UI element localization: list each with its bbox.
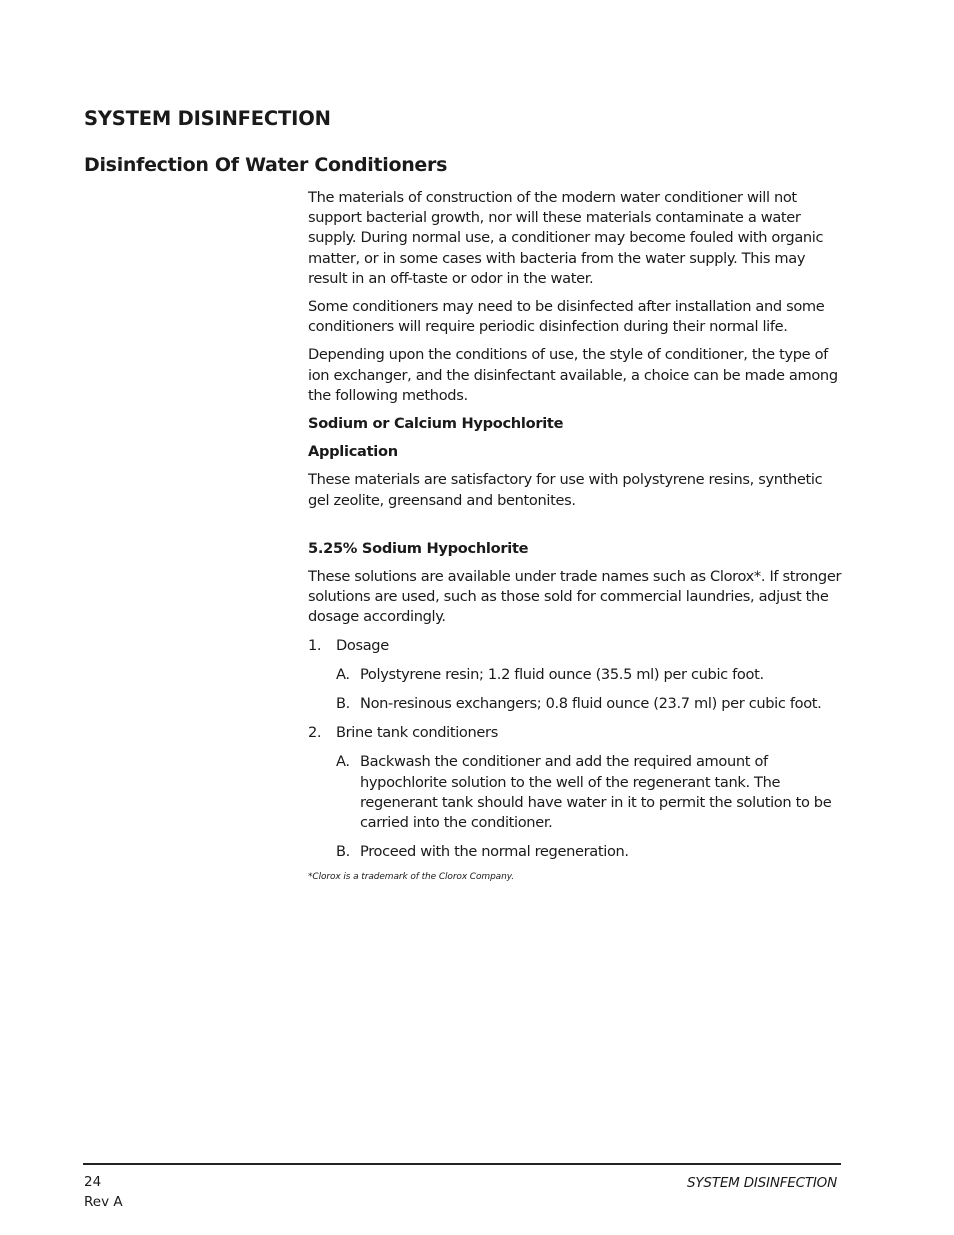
- sub-item-letter: B.: [336, 843, 350, 861]
- sub-item-letter: B.: [336, 695, 350, 713]
- sodium-hypochlorite-heading: 5.25% Sodium Hypochlorite: [308, 539, 529, 557]
- list-item-brine-tank: [308, 723, 843, 743]
- page-title: SYSTEM DISINFECTION: [84, 107, 331, 130]
- sub-item-text: Backwash the conditioner and add the required amount of hypochlorite solution to the well of the regenerant tank. The regenerant tank should have water in it to permit the solution to be carried into the conditioner.: [360, 753, 832, 832]
- sub-item-text: Non-resinous exchangers; 0.8 fluid ounce (23.7 ml) per cubic foot.: [360, 695, 822, 713]
- body-column: [308, 188, 843, 883]
- sub-item: [308, 665, 843, 685]
- page-number: 24: [84, 1174, 102, 1190]
- revision-label: Rev A: [84, 1194, 123, 1210]
- application-heading: Application: [308, 443, 398, 461]
- intro-paragraph-3: Depending upon the conditions of use, the style of conditioner, the type of ion exchanger, and the disinfectant available, a choice can be made among the following methods.: [308, 346, 838, 404]
- sodium-hypochlorite-intro: These solutions are available under trade names such as Clorox*. If stronger solutions are used, such as those sold for commercial laundries, adjust the dosage accordingly.: [308, 568, 842, 626]
- list-label: Dosage: [336, 636, 389, 654]
- sub-item-letter: A.: [336, 753, 350, 771]
- intro-paragraph-2: Some conditioners may need to be disinfected after installation and some conditioners will require periodic disinfection during their normal life.: [308, 298, 825, 336]
- footer-section-title: SYSTEM DISINFECTION: [687, 1175, 837, 1191]
- footer-divider: [83, 1163, 841, 1165]
- footnote: *Clorox is a trademark of the Clorox Company.: [308, 872, 514, 883]
- spacer: [308, 519, 843, 539]
- section-title: Disinfection Of Water Conditioners: [84, 154, 448, 176]
- list-number: 1.: [308, 636, 322, 654]
- intro-paragraph-1: The materials of construction of the modern water conditioner will not support bacterial growth, nor will these materials contaminate a water supply. During normal use, a conditioner may become fouled with organic matter, or in some cases with bacteria from the water supply. This may result in an off-taste or odor in the water.: [308, 189, 824, 287]
- list-label: Brine tank conditioners: [336, 724, 498, 742]
- hypochlorite-heading: Sodium or Calcium Hypochlorite: [308, 415, 564, 433]
- list-number: 2.: [308, 724, 322, 742]
- application-text: These materials are satisfactory for use with polystyrene resins, synthetic gel zeolite, greensand and bentonites.: [308, 471, 823, 509]
- sub-item: [308, 842, 843, 862]
- sub-item-text: Polystyrene resin; 1.2 fluid ounce (35.5 ml) per cubic foot.: [360, 665, 764, 683]
- sub-item-text: Proceed with the normal regeneration.: [360, 843, 629, 861]
- sub-item-letter: A.: [336, 665, 350, 683]
- sub-item: [308, 694, 843, 714]
- sub-item: [308, 752, 843, 833]
- list-item-dosage: [308, 636, 843, 656]
